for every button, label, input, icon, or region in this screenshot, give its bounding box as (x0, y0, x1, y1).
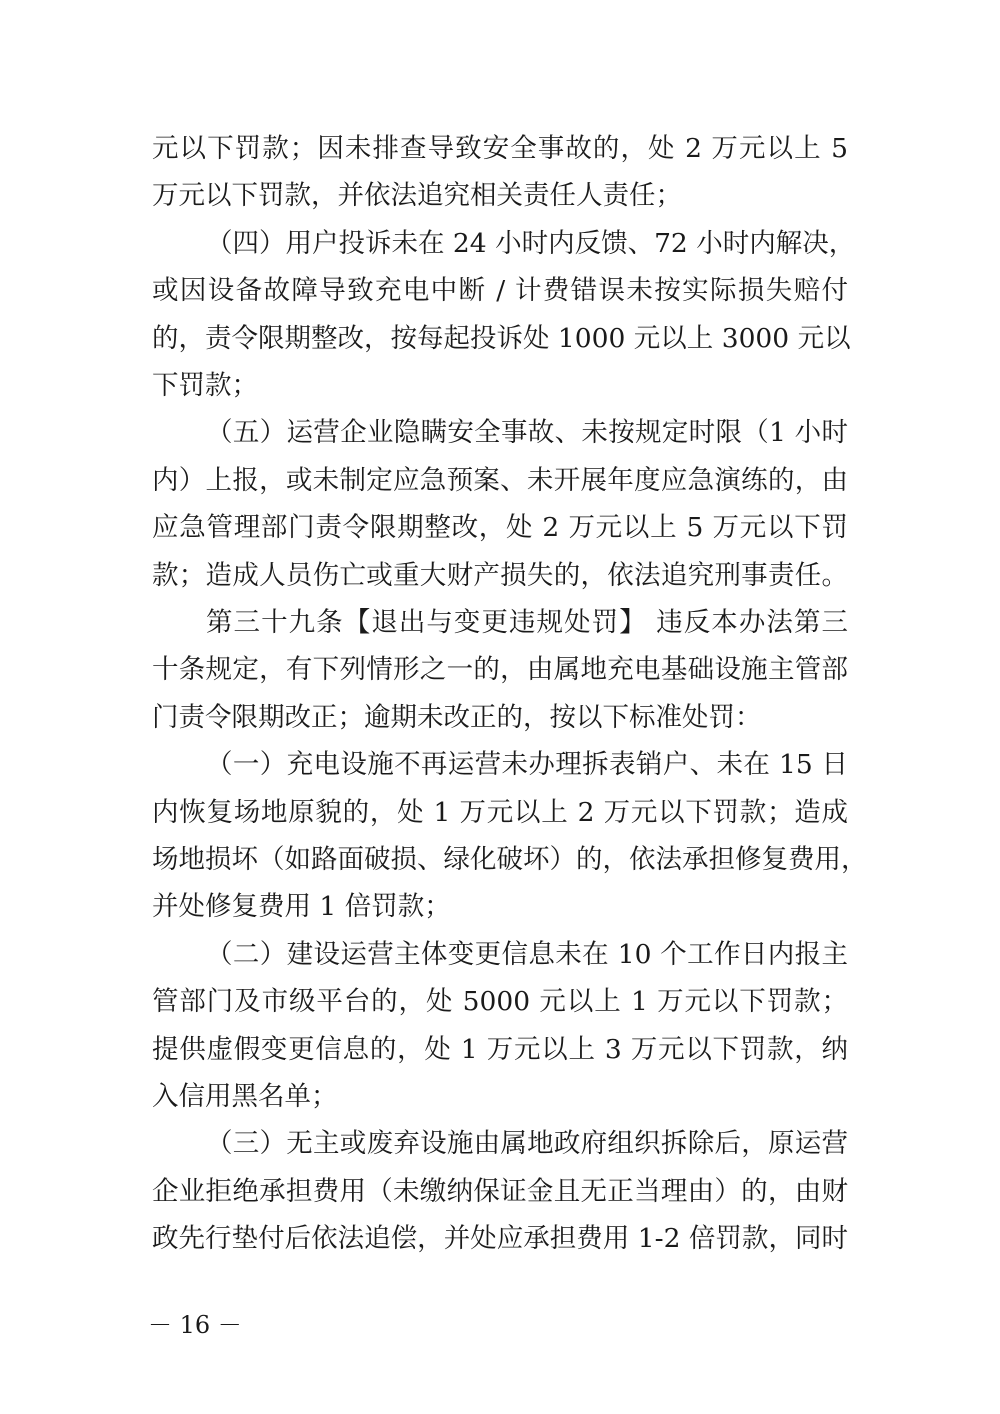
page-number: － 16 － (148, 1311, 242, 1339)
text-line: （四）用户投诉未在 24 小时内反馈、72 小时内解决， (206, 228, 856, 259)
text-line: （二）建设运营主体变更信息未在 10 个工作日内报主 (206, 939, 848, 970)
text-line: 企业拒绝承担费用（未缴纳保证金且无正当理由）的，由财 (152, 1176, 848, 1207)
text-line: 管部门及市级平台的，处 5000 元以上 1 万元以下罚款； (152, 986, 848, 1017)
text-line: 万元以下罚款，并依法追究相关责任人责任； (152, 180, 682, 211)
text-line: 内）上报，或未制定应急预案、未开展年度应急演练的，由 (152, 465, 848, 496)
text-line: 应急管理部门责令限期整改，处 2 万元以上 5 万元以下罚 (152, 512, 848, 543)
text-line: （一）充电设施不再运营未办理拆表销户、未在 15 日 (206, 749, 848, 780)
text-line: 门责令限期改正；逾期未改正的，按以下标准处罚： (152, 702, 762, 733)
text-line: 元以下罚款；因未排查导致安全事故的，处 2 万元以上 5 (152, 133, 848, 164)
text-line: 款；造成人员伤亡或重大财产损失的，依法追究刑事责任。 (152, 560, 848, 591)
text-line: 并处修复费用 1 倍罚款； (152, 891, 451, 922)
text-line: 场地损坏（如路面破损、绿化破坏）的，依法承担修复费用， (152, 844, 868, 875)
text-line: 入信用黑名单； (152, 1081, 338, 1112)
text-line: 下罚款； (152, 370, 258, 401)
text-line: 内恢复场地原貌的，处 1 万元以上 2 万元以下罚款；造成 (152, 797, 848, 828)
article-heading-line: 第三十九条【退出与变更违规处罚】 违反本办法第三 (206, 607, 848, 638)
text-line: 的，责令限期整改，按每起投诉处 1000 元以上 3000 元以 (152, 323, 851, 354)
text-line: 十条规定，有下列情形之一的，由属地充电基础设施主管部 (152, 654, 848, 685)
text-line: 或因设备故障导致充电中断 / 计费错误未按实际损失赔付 (152, 275, 848, 306)
text-line: 政先行垫付后依法追偿，并处应承担费用 1-2 倍罚款，同时 (152, 1223, 848, 1254)
text-line: （三）无主或废弃设施由属地政府组织拆除后，原运营 (206, 1128, 848, 1159)
text-line: （五）运营企业隐瞒安全事故、未按规定时限（1 小时 (206, 417, 848, 448)
text-line: 提供虚假变更信息的，处 1 万元以上 3 万元以下罚款，纳 (152, 1034, 848, 1065)
